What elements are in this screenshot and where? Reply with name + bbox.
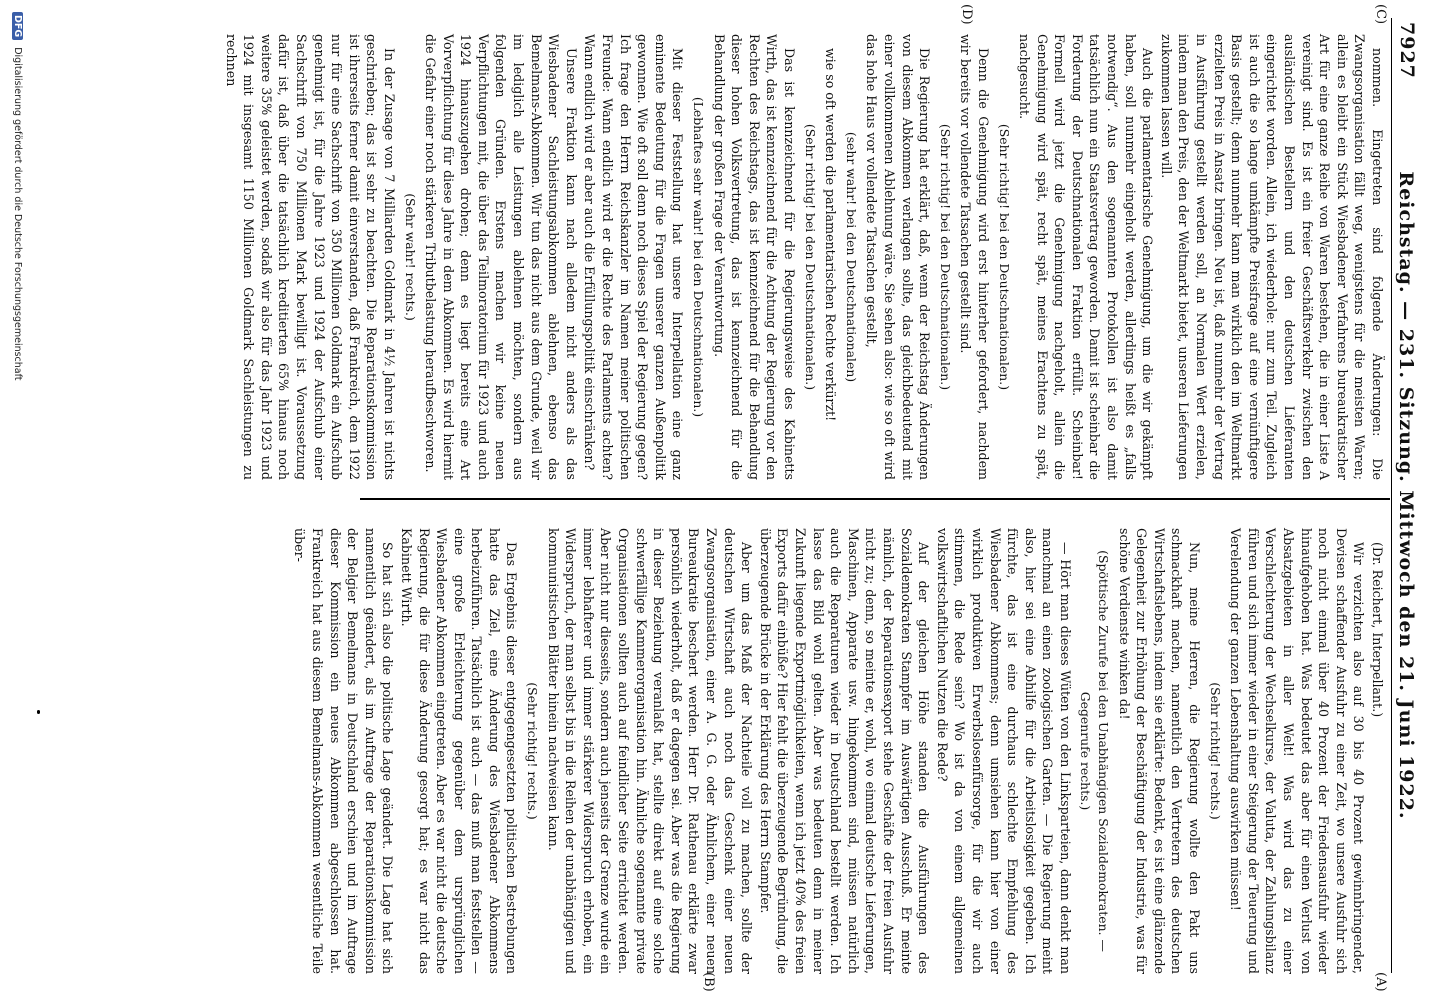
- paragraph: Unsere Fraktion kann nach alledem nicht anders als das Wiesbadener Sachleistungsabkommen ablehnen, ebenso das Bemelmans-Abkommen. Wir tun das nicht aus dem Grunde, weil wir im lediglich alle Leistungen ablehnen möchten, sondern aus folgenden Gründen. Erstens machen wir keine neuen Verpflichtungen mit, die über das Teilmoratorium für 1923 und auch 1924 hinauszugehen drohen; denn es liegt bereits eine Art Vorverpflichtung für diese Jahre in dem Abkommen. Es wird hiermit die Gefahr einer noch stärkeren Tributbelastung heraufbeschworen.: [423, 34, 579, 480]
- paragraph: Wir verzichten also auf 30 bis 40 Prozent gewinnbringender, Devisen schaffender Ausfuhr zu einer Zeit, wo unsere Ausfuhr sich noch nicht einmal über 40 Prozent der Friedensausfuhr wieder hinaufgehoben hat. Was bedeutet das aber für einen Verlust von Absatzgebieten in aller Welt! Was wird das zu einer Verschlechterung der Wechselkurse, der Valuta, der Zahlungsbilanz führen und sich immer wieder in einer Steigerung der Teuerung und Verelendung der ganzen Lebenshaltung auswirken müssen!: [1228, 528, 1367, 974]
- page-title: Reichstag. — 231. Sitzung. Mittwoch den 21. Juni 1922.: [1395, 171, 1417, 820]
- interjection: (Sehr richtig! rechts.): [1207, 682, 1223, 820]
- paragraph: Auch die parlamentarische Genehmigung, um die wir gekämpft haben, soll nunmehr eingeholt werden, allerdings heißt es „falls notwendig“. Aus den sogenannten Protokollen ist also damit tatsächlich nun ein Staatsvertrag geworden. Damit ist scheinbar die Forderung der Deutschnationalen Fraktion erfüllt. Scheinbar! Formell wird jetzt die Genehmigung nachgeholt, allein die Genehmigung wird spät, recht spät, meines Erachtens zu spät, nachgesucht.: [1017, 34, 1156, 480]
- paragraph: Denn die Genehmigung wird erst hinterher gefordert, nachdem wir bereits vor vollendete Tatsachen gestellt sind.: [958, 34, 991, 480]
- interjection: (Sehr richtig! bei den Deutschnationalen.): [996, 123, 1012, 391]
- paragraph: Das Ergebnis dieser entgegengesetzten politischen Bestrebungen hatte das Ziel, eine Änderung des Wiesbadener Abkommens herbeizuführen. Tatsächlich ist auch — das muß man feststellen — eine große Erleichterung gegenüber dem ursprünglichen Wiesbadener Abkommen eingetreten. Aber es war nicht die deutsche Regierung, die für diese Änderung gesorgt hat; es war nicht das Kabinett Wirth.: [398, 528, 520, 974]
- interjection: (Spöttische Zurufe bei den Unabhängigen Sozialdemokraten. — Gegenrufe rechts.): [1078, 550, 1112, 952]
- paragraph: Das ist kennzeichnend für die Regierungsweise des Kabinetts Wirth, das ist kennzeichnend für die Achtung der Regierung vor den Rechten des Reichstags, das ist kennzeichnend für die Behandlung dieser hohen Volksvertretung, das ist kennzeichnend für die Behandlung der großen Frage der Verantwortung.: [711, 34, 797, 480]
- column-right: [221, 34, 1386, 480]
- paragraph: Die Regierung hat erklärt, daß, wenn der Reichstag Änderungen von diesem Abkommen verlangen sollte, das gleichbedeutend mit einer vollkommenen Ablehnung wäre. Sie sehen also: wie so oft wird das hohe Haus vor vollendete Tatsachen gestellt,: [864, 34, 933, 480]
- interjection: (Sehr richtig! rechts.): [525, 682, 541, 820]
- footer-credit: [5, 12, 23, 987]
- column-left: [290, 528, 1386, 974]
- interjection: (Sehr richtig! bei den Deutschnationalen.): [802, 123, 818, 391]
- paragraph: Auf der gleichen Höhe standen die Ausführungen des Sozialdemokraten Stampfer im Auswärtigen Ausschuß. Er meinte nämlich, der Reparationsexport stehe Geschäfte der freien Ausfuhr nicht zu; denn, so meinte er, wohl, wo einmal deutsche Lieferungen, Maschinen, Apparate usw. hingekommen sind, müssen natürlich auch die Reparaturen wieder in Deutschland bestellt werden. Ich lasse das Bild wohl gelten. Aber was bedeuten denn in meiner Zukunft liegende Exportmöglichkeiten, wenn ich jetzt 40% des freien Exports dafür einbüße? Hier fehlt die überzeugende Begründung, die überzeugende Brücke in der Erklärung des Herrn Stampfer.: [757, 528, 932, 974]
- interjection: (Sehr richtig! bei den Deutschnationalen.): [937, 123, 953, 391]
- margin-marker-d: (D): [959, 4, 974, 25]
- interjection: (sehr wahr! bei den Deutschnationalen): [843, 131, 859, 383]
- dfg-logo: DFG: [12, 12, 23, 40]
- paragraph: wie so oft werden die parlamentarischen Rechte verkürzt!: [823, 48, 839, 422]
- print-speck: [37, 710, 40, 714]
- margin-marker-c: (C): [1373, 4, 1388, 25]
- paragraph: (Dr. Reichert, Interpellant.): [1370, 542, 1385, 718]
- interjection: (Sehr wahr! rechts.): [402, 193, 418, 321]
- paragraph: So hat sich also die politische Lage geändert. Die Lage hat sich namentlich geändert, als im Auftrage der Reparationskommission der Belgier Bemelmans in Deutschland erschien und im Auftrage dieser Kommission ein neues Abkommen abgeschlossen hat. Frankreich hat aus diesem Bemelmans-Abkommen wesentliche Teile über-: [292, 528, 396, 974]
- column-divider: [360, 498, 1390, 500]
- paragraph: Nun, meine Herren, die Regierung wollte den Pakt uns schmackhaft machen, namentlich den Vertretern des deutschen Wirtschaftslebens, indem sie erklärte: Bedenkt, es ist eine glänzende Gelegenheit zur Erhöhung der Beschäftigung der Industrie, was für schöne Verdienste winken da!: [1116, 528, 1203, 974]
- margin-marker-b: (B): [701, 972, 716, 992]
- page-header: [1391, 18, 1420, 973]
- footer-text: Digitalisierung gefördert durch die Deutsche Forschungsgemeinschaft: [12, 47, 23, 381]
- margin-marker-a: (A): [1373, 972, 1388, 992]
- paragraph: nommen. Eingetreten sind folgende Änderungen: Die Zwangsorganisation fällt weg, wenigstens für die meisten Waren; allein es bleibt ein Stück Wiesbadener Verfahrens bureaukratischer Art für eine ganze Reihe von Waren bestehen, die in einer Liste A vereinigt sind. Es ist ein freier Geschäftsverkehr zwischen den ausländischen Bestellern und den deutschen Lieferanten eingerichtet worden. Allein, ich wiederhole: nur zum Teil. Zugleich ist auch die so lange umkämpfte Preisfrage auf eine vernünftigere Basis gestellt; denn nunmehr kann man wirklich den im Weltmarkt erzielten Preis in Ansatz bringen. Neu ist, daß nunmehr der Vertrag in Ausführung gestellt werden soll, an Normalen Wert erzielen, indem man den Preis, den der Weltmarkt bietet, unseren Lieferungen zukommen lassen will.: [1158, 34, 1385, 480]
- page-number: 7927: [1396, 22, 1418, 79]
- paragraph: Mit dieser Feststellung hat unsere Interpellation eine ganz eminente Bedeutung für die Fragen unserer ganzen Außenpolitik gewonnen. Wie oft soll denn noch dieses Spiel der Regierung gegen? Ich frage den Herrn Reichskanzler im Namen meiner politischen Freunde: Wann endlich wird er die Rechte des Parlaments achten? Wann endlich wird er aber auch die Erfüllungspolitik einschränken?: [582, 34, 686, 480]
- paragraph: — Hört man dieses Wüten von den Linksparteien, dann denkt man manchmal an einen zoologischen Garten. — Die Regierung meint also, hier sei eine Abhilfe für die Arbeitslosigkeit gegeben. Ich fürchte, das ist eine durchaus schlechte Empfehlung des Wiesbadener Abkommens; denn umsiehen kann hier von einer wirklich produktiven Erwerbslosenfürsorge, für die wir auch stimmen, die Rede sein? Wo ist da von einem allgemeinen volkswirtschaftlichen Nutzen die Rede?: [934, 528, 1073, 974]
- paragraph: In der Zusage von 7 Milliarden Goldmark in 4½ Jahren ist nichts geschrieben; das ist sehr zu beachten. Die Reparationskommission ist ihrerseits ferner damit einverstanden, daß Frankreich, dem 1922 nur für eine Sachschrift von 350 Millionen Goldmark ein Aufschub genehmigt ist, für die Jahre 1923 und 1924 der Aufschub einer Sachschrift von 750 Millionen Mark bewilligt ist. Voraussetzung dafür ist, daß über die tatsächlich kreditierten 65% hinaus noch weitere 35% geleistet werden, sodaß wir also für das Jahr 1923 und 1924 mit insgesamt 1150 Millionen Goldmark Sachleistungen zu rechnen: [223, 34, 397, 480]
- interjection: (Lebhaftes sehr wahr! bei den Deutschnationalen.): [691, 96, 707, 418]
- paragraph: Aber um das Maß der Nachteile voll zu machen, sollte der deutschen Wirtschaft auch noch das Geschenk einer neuen Zwangsorganisation, einer A. G. G. oder Ähnlichem, einer neuen Bureaukratie beschert werden. Herr Dr. Rathenau erklärte zwar persönlich wiederholt, daß er dagegen sei. Aber was die Regierung in dieser Beziehung veranlaßt hat, stellte direkt auf eine solche schwerfällige Kammerorganisation hin. Ähnliche sogenannte private Organisationen sollten auch auf feindlicher Seite errichtet werden. Aber nicht nur diesseits, sondern auch jenseits der Grenze wurde ein immer lebhafterer und immer stärkerer Widerspruch erhoben, ein Widerspruch, der man selbst bis in die Reihen der unabhängigen und kommunistischen Blätter hinein nachweisen kann.: [545, 528, 755, 974]
